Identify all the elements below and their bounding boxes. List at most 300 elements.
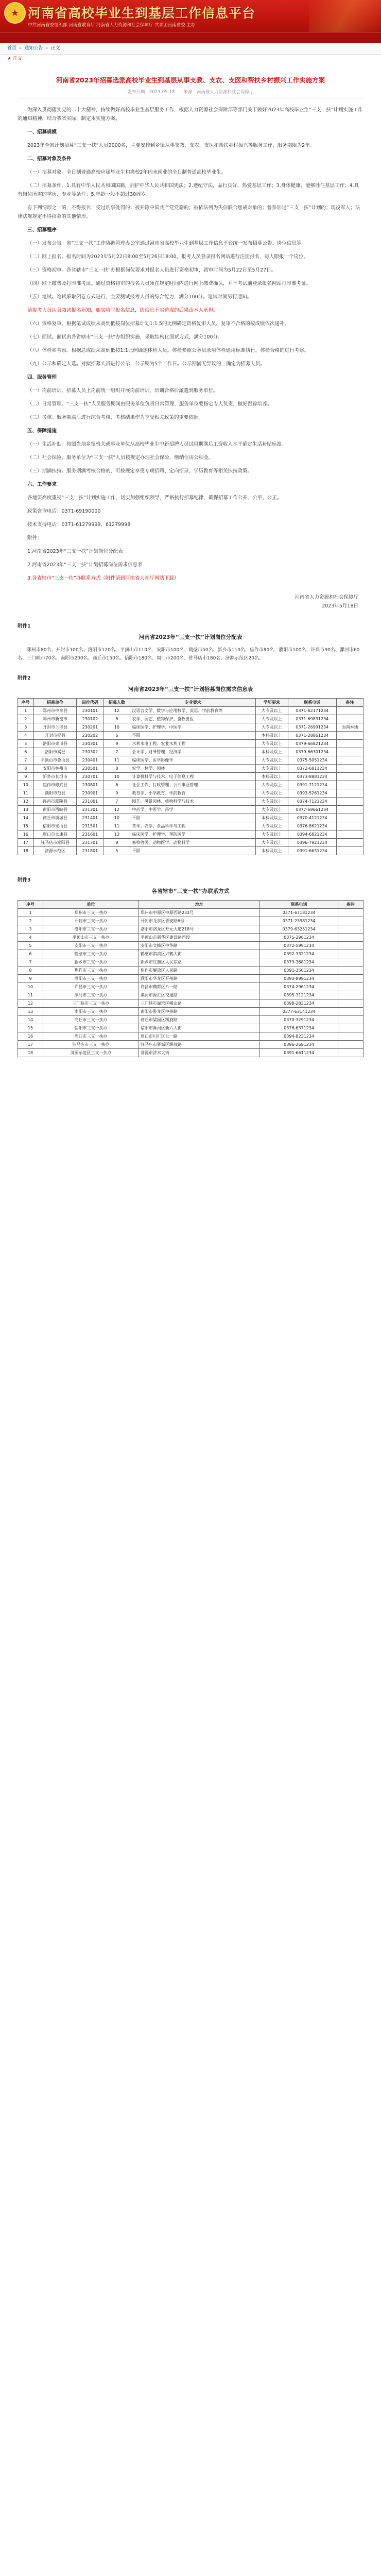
- article-paragraph: 附件：: [27, 535, 42, 541]
- table-cell: [337, 831, 363, 839]
- table-row: [18, 748, 363, 756]
- table-cell: 6: [18, 748, 34, 756]
- table-cell: 大专及以上: [255, 723, 288, 732]
- table-cell: 9: [103, 789, 130, 798]
- table-cell: 三门峡市湖滨区崤山路: [138, 999, 259, 1008]
- table-cell: 鹤壁市三支一扶办: [43, 950, 139, 958]
- table-header-cell: 单位: [43, 901, 139, 909]
- table-cell: 230302: [77, 748, 103, 756]
- table-cell: 231501: [77, 822, 103, 831]
- table-cell: 新乡市三支一扶办: [43, 958, 139, 967]
- table-cell: 驻马店市驿城区解放路: [138, 1041, 259, 1049]
- table-cell: 10: [18, 781, 34, 789]
- table-cell: 0394-6821234: [288, 831, 336, 839]
- table-cell: 0396-2691234: [260, 1041, 338, 1049]
- table-cell: [337, 814, 363, 822]
- table-header-cell: 学历要求: [255, 699, 288, 707]
- table-cell: 0371-23981234: [260, 917, 338, 925]
- table-cell: 16: [18, 831, 34, 839]
- table-cell: 园艺、风景园林、植物科学与技术: [130, 798, 256, 806]
- article-paragraph: 请报考人员认真阅读报名须知，如实填写报名信息，因信息不实造成的后果由本人承担。: [27, 308, 218, 313]
- table-cell: 6: [103, 781, 130, 789]
- table-cell: 本科及以上: [255, 847, 288, 855]
- table-cell: 230701: [77, 773, 103, 781]
- table-cell: 13: [18, 1008, 43, 1016]
- signature-issuer: 河南省人力资源和社会保障厅: [295, 595, 358, 600]
- table-cell: 9: [103, 839, 130, 847]
- breadcrumb-current: 正文: [50, 46, 60, 51]
- table-cell: 汉语言文学、数学与应用数学、英语、学前教育等: [130, 707, 256, 715]
- table-cell: 洛阳市三支一扶办: [43, 925, 139, 934]
- table-row: [18, 773, 363, 781]
- table-cell: 11: [18, 789, 34, 798]
- table-cell: 230401: [77, 756, 103, 765]
- table-cell: 新乡市长垣市: [33, 773, 77, 781]
- section-heading: 六、工作要求: [27, 482, 57, 487]
- table-cell: 大专及以上: [255, 707, 288, 715]
- table-cell: 漯河市源汇区交通路: [138, 991, 259, 999]
- table-row: [18, 925, 363, 934]
- table-cell: 0391-6631234: [288, 847, 336, 855]
- table-cell: 驻马店市三支一扶办: [43, 1041, 139, 1049]
- table-cell: 10: [18, 983, 43, 991]
- table-cell: 信阳市浉河区新六大街: [138, 1024, 259, 1032]
- article-paragraph: （五）笔试。笔试采取闭卷方式进行，主要测试报考人员的综合能力，满分100分。笔试时间另行通知。: [27, 294, 252, 300]
- table-cell: 安阳市三支一扶办: [43, 942, 139, 950]
- table-cell: [337, 789, 363, 798]
- table-cell: 0372-5991234: [260, 942, 338, 950]
- table-cell: 平顶山市新华区建设路西段: [138, 934, 259, 942]
- article-title: 河南省2023年招募选派高校毕业生到基层从事支教、支农、支医和帮扶乡村振兴工作实施方案: [56, 76, 325, 84]
- table-cell: [338, 942, 363, 950]
- table-row: [18, 934, 363, 942]
- table-cell: 0371-28861234: [288, 732, 336, 740]
- table-cell: [338, 958, 363, 967]
- article-paragraph: 有下列情形之一的，不得报名：受过刑事处罚的；被开除中国共产党党籍的；被依法列为失信联合惩戒对象的；曾参加过“三支一扶”计划的；现役军人；法律法规规定不得招募的其他情形。: [18, 205, 360, 219]
- table-cell: 0374-7121234: [288, 798, 336, 806]
- table-cell: 本科及以上: [255, 814, 288, 822]
- article-container: [0, 75, 381, 1057]
- table-cell: 大专及以上: [255, 798, 288, 806]
- article-paragraph: 各地要高度重视“三支一扶”计划实施工作，切实加强组织领导，严格执行招募纪律，确保招募工作公开、公平、公正。: [27, 495, 282, 501]
- table-cell: [337, 715, 363, 723]
- article-paragraph: 1.河南省2023年“三支一扶”计划岗位分配表: [27, 549, 123, 554]
- table-cell: 0393-5261234: [288, 789, 336, 798]
- table-cell: 4: [18, 934, 43, 942]
- article-body: [18, 106, 363, 583]
- table-cell: [338, 967, 363, 975]
- table-cell: 0371-26991234: [288, 723, 336, 732]
- article-paragraph: （二）网上报名。报名时间为2023年5月22日8:00至5月26日18:00。报考人员登录报名网站进行注册报名，每人限报一个岗位。: [27, 254, 309, 260]
- table-header-cell: 备注: [338, 901, 363, 909]
- table-cell: 鹤壁市淇滨区兴鹤大街: [138, 950, 259, 958]
- table-cell: 5: [103, 847, 130, 855]
- table-cell: 2: [18, 917, 43, 925]
- table-header-cell: 备注: [337, 699, 363, 707]
- table-row: [18, 1024, 363, 1032]
- table-cell: 0375-2961234: [260, 934, 338, 942]
- table-cell: 5: [18, 942, 43, 950]
- table-cell: 7: [18, 756, 34, 765]
- article-paragraph: 为深入贯彻落实党的二十大精神，持续做好高校毕业生基层服务工作，根据人力资源社会保障部等部门关于做好2023年高校毕业生“三支一扶”计划实施工作的通知精神，结合我省实际，制定本实施方案。: [18, 107, 363, 122]
- breadcrumb-separator: »: [45, 46, 48, 51]
- section-heading: 五、保障措施: [27, 428, 57, 434]
- table-row: [18, 1008, 363, 1016]
- article-paragraph: （二）社会保险。服务单位为“三支一扶”人员按规定办理社会保险，缴纳住房公积金。: [27, 455, 214, 461]
- table-cell: [338, 975, 363, 983]
- article-paragraph: （三）资格初审。各省辖市“三支一扶”办根据岗位要求对报名人员进行资格初审，初审时间为5月22日至5月27日。: [27, 267, 276, 273]
- sub-tab-label: ★ 正文: [7, 56, 22, 61]
- table-cell: 230201: [77, 723, 103, 732]
- table-cell: 焦作市三支一扶办: [43, 967, 139, 975]
- table-cell: 济源示范区: [33, 847, 77, 855]
- table-cell: 洛阳市栾川县: [33, 740, 77, 748]
- table-cell: 0371-67181234: [260, 909, 338, 917]
- article-paragraph: 2.河南省2023年“三支一扶”计划招募岗位需求信息表: [27, 562, 143, 568]
- table-row: [18, 1016, 363, 1024]
- table-row: [18, 723, 363, 732]
- article-paragraph: （一）招募对象。全日制普通高校应届毕业生和离校2年内未就业的全日制普通高校毕业生。: [27, 170, 227, 175]
- table-cell: 计算机科学与技术、电子信息工程: [130, 773, 256, 781]
- table-cell: 9: [103, 740, 130, 748]
- article-paragraph: 2023年全省计划招募“三支一扶”人员2000名，主要安排到乡镇从事支教、支农、支医和帮扶乡村振兴等服务工作，服务期限为2年。: [27, 143, 315, 148]
- table-cell: 周口市三支一扶办: [43, 1032, 139, 1041]
- table-row: [18, 707, 363, 715]
- signature-date: 2023年5月18日: [322, 603, 358, 609]
- table-row: [18, 958, 363, 967]
- table-cell: 18: [18, 847, 34, 855]
- attachment-3-label: 附件3: [18, 877, 31, 883]
- article-paragraph: （二）日常管理。“三支一扶”人员服务期间由服务单位负责日常管理，服务单位要指定专人负责，做好跟踪培养。: [27, 401, 272, 407]
- table-cell: 230202: [77, 732, 103, 740]
- table-cell: [338, 1008, 363, 1016]
- table-cell: 0379-63251234: [260, 925, 338, 934]
- table-cell: 开封市杞县: [33, 732, 77, 740]
- table-cell: 231701: [77, 839, 103, 847]
- breadcrumb-separator: »: [19, 46, 22, 51]
- table-row: [18, 967, 363, 975]
- table-cell: 14: [18, 814, 34, 822]
- table-cell: 0379-66301234: [288, 748, 336, 756]
- table-cell: 茶学、农学、食品科学与工程: [130, 822, 256, 831]
- table-cell: [338, 1049, 363, 1057]
- table-cell: 0376-6371234: [260, 1024, 338, 1032]
- table-cell: 0391-6611234: [260, 1049, 338, 1057]
- table-cell: 开封市三支一扶办: [43, 917, 139, 925]
- table-cell: 南阳市三支一扶办: [43, 1008, 139, 1016]
- table-cell: 临床医学、护理学、中医学: [130, 723, 256, 732]
- section-heading: 二、招募对象及条件: [27, 156, 72, 162]
- table-cell: 周口市川汇区七一路: [138, 1032, 259, 1041]
- table-cell: 0391-3561234: [260, 967, 338, 975]
- table-cell: [337, 748, 363, 756]
- table-header-cell: 序号: [18, 699, 34, 707]
- site-sponsor-line: 中共河南省委组织部 河南省教育厅 河南省人力资源和社会保障厅 共青团河南省委 主办: [28, 23, 196, 28]
- table-cell: 18: [18, 1049, 43, 1057]
- table-cell: 14: [18, 1016, 43, 1024]
- table-cell: 濮阳市三支一扶办: [43, 975, 139, 983]
- table-header-cell: 联系电话: [288, 699, 336, 707]
- table-cell: [338, 950, 363, 958]
- table-cell: 12: [103, 707, 130, 715]
- article-paragraph: （三）期满扶持。服务期满考核合格的，可按规定享受专项招聘、定向招录、学历教育等相关扶持政策。: [27, 468, 253, 474]
- table-cell: 南阳市西峡县: [33, 806, 77, 814]
- table-cell: 1: [18, 707, 34, 715]
- table-cell: [338, 917, 363, 925]
- table-cell: [337, 798, 363, 806]
- article-paragraph: （一）发布公告。省“三支一扶”工作协调管理办公室通过河南省高校毕业生到基层工作信息平台统一发布招募公告、岗位信息等。: [27, 241, 306, 246]
- table-row: [18, 942, 363, 950]
- attachment-1-text: 郑州市80名、开封市100名、洛阳市120名、平顶山市110名、安阳市100名、鹤壁市50名、新乡市110名、焦作市80名、濮阳市100名、许昌市90名、漯河市60名、三门峡市70名、南阳市200名、商丘市150名、信阳市180名、周口市200名、驻马店市180名、济源示范区20名。: [18, 648, 360, 661]
- section-heading: 一、招募规模: [27, 129, 57, 135]
- table-cell: 8: [18, 765, 34, 773]
- table-cell: 0372-6811234: [288, 765, 336, 773]
- signature-block: [18, 593, 363, 611]
- article-paragraph: （三）考核。服务期满后进行综合考核，考核结果作为享受相关政策的重要依据。: [27, 415, 204, 420]
- table-cell: 230102: [77, 715, 103, 723]
- table-cell: 12: [18, 999, 43, 1008]
- table-row: [18, 950, 363, 958]
- table-row: [18, 1041, 363, 1049]
- article-paragraph: （一）生活补贴。按照当地乡镇机关或事业单位从高校毕业生中新招聘人员试用期满后工资收入水平确定生活补贴标准。: [27, 442, 287, 447]
- table-cell: 大专及以上: [255, 715, 288, 723]
- table-cell: 0392-3321234: [260, 950, 338, 958]
- table-cell: 0391-7121234: [288, 781, 336, 789]
- table-cell: [338, 983, 363, 991]
- table-cell: 郑州市三支一扶办: [43, 909, 139, 917]
- table-cell: 南阳市卧龙区中州路: [138, 1008, 259, 1016]
- table-cell: 8: [103, 715, 130, 723]
- article-paragraph: （四）网上缴费及打印准考证。通过资格初审的报名人员须在规定时间内进行网上缴费确认，并于考试前登录报名网站打印准考证。: [27, 281, 311, 286]
- table-cell: 13: [18, 806, 34, 814]
- table-cell: 0373-3681234: [260, 958, 338, 967]
- table-cell: 7: [18, 958, 43, 967]
- site-title: 河南省高校毕业生到基层工作信息平台: [28, 6, 256, 21]
- table-cell: 郑州市中牟县: [33, 707, 77, 715]
- table-cell: [337, 822, 363, 831]
- table-cell: 11: [18, 991, 43, 999]
- table-row: [18, 806, 363, 814]
- table-cell: 商丘市梁园区凯旋路: [138, 1016, 259, 1024]
- table-cell: 230901: [77, 789, 103, 798]
- table-cell: 大专及以上: [255, 756, 288, 765]
- attachment-2-title: 河南省2023年“三支一扶”计划招募岗位需求信息表: [128, 686, 253, 692]
- table-row: [18, 1049, 363, 1057]
- table-cell: 10: [103, 814, 130, 822]
- table-row: [18, 847, 363, 855]
- table-cell: 3: [18, 925, 43, 934]
- table-cell: 15: [18, 1024, 43, 1032]
- table-cell: 不限: [130, 732, 256, 740]
- table-cell: 濮阳市范县: [33, 789, 77, 798]
- main-nav-bar: [0, 32, 381, 43]
- table-cell: 大专及以上: [255, 806, 288, 814]
- table-cell: 临床医学、护理学、预防医学: [130, 831, 256, 839]
- article-paragraph: 3.各省辖市“三支一扶”办联系方式（附件请到河南省人社厅网站下载）: [27, 575, 179, 581]
- table-cell: 231801: [77, 847, 103, 855]
- table-cell: 230101: [77, 707, 103, 715]
- table-cell: 12: [103, 806, 130, 814]
- table-cell: 0394-8231234: [260, 1032, 338, 1041]
- table-header-cell: 招募单位: [33, 699, 77, 707]
- table-cell: 开封市龙亭区晋安路6号: [138, 917, 259, 925]
- table-row: [18, 975, 363, 983]
- flag-decoration: [309, 0, 381, 32]
- table-cell: [338, 1024, 363, 1032]
- table-cell: 大专及以上: [255, 740, 288, 748]
- table-cell: 16: [18, 1032, 43, 1041]
- table-cell: 0395-3121234: [260, 991, 338, 999]
- section-heading: 四、服务管理: [27, 375, 57, 380]
- table-cell: 教育学、小学教育、学前教育: [130, 789, 256, 798]
- attachment-2-label: 附件2: [18, 675, 31, 681]
- table-row: [18, 839, 363, 847]
- table-cell: 230301: [77, 740, 103, 748]
- article-paragraph: （八）体检和考察。根据总成绩从高到低按1:1比例确定体检人员。体检参照公务员录用体检通用标准执行，体检合格的进行考察。: [27, 348, 309, 353]
- table-cell: 不限: [130, 847, 256, 855]
- table-cell: 0398-2831234: [260, 999, 338, 1008]
- table-cell: 12: [18, 798, 34, 806]
- article-paragraph: （二）招募条件。1.具有中华人民共和国国籍，拥护中华人民共和国宪法；2.遵纪守法，品行良好，热爱基层工作；3.身体健康，能够胜任基层工作；4.具有岗位所需的学历、专业等条件；5.年龄一般不超过30周岁。: [18, 183, 359, 197]
- table-cell: 农学、林学、园林: [130, 765, 256, 773]
- table-cell: 231601: [77, 831, 103, 839]
- table-cell: 信阳市光山县: [33, 822, 77, 831]
- table-cell: [337, 707, 363, 715]
- table-cell: 中药学、中医学、药学: [130, 806, 256, 814]
- table-cell: 大专及以上: [255, 765, 288, 773]
- table-cell: 不限: [130, 814, 256, 822]
- party-emblem-icon: ★: [4, 2, 26, 24]
- article-paragraph: 技术支持电话：0371-61279999、61279998: [27, 522, 131, 528]
- table-cell: 商丘市虞城县: [33, 814, 77, 822]
- table-cell: 0371-69831234: [288, 715, 336, 723]
- table-header-cell: 地址: [138, 901, 259, 909]
- breadcrumb: [0, 43, 381, 55]
- table-cell: 洛阳市嵩县: [33, 748, 77, 756]
- table-cell: 2: [18, 715, 34, 723]
- table-cell: 0374-2961234: [260, 983, 338, 991]
- table-cell: 水利水电工程、农业水利工程: [130, 740, 256, 748]
- table-cell: 面向本地: [337, 723, 363, 732]
- table-cell: [338, 991, 363, 999]
- attachment-3-title: 各省辖市“三支一扶”办联系方式: [151, 888, 230, 894]
- table-cell: 漯河市三支一扶办: [43, 991, 139, 999]
- table-cell: 临床医学、医学影像学: [130, 756, 256, 765]
- table-cell: 平顶山市三支一扶办: [43, 934, 139, 942]
- table-header-cell: 招募人数: [103, 699, 130, 707]
- table-cell: [337, 756, 363, 765]
- table-cell: 230501: [77, 765, 103, 773]
- table-cell: 洛阳市洛龙区开元大道218号: [138, 925, 259, 934]
- table-cell: 17: [18, 1041, 43, 1049]
- table-cell: [338, 925, 363, 934]
- table-cell: 1: [18, 909, 43, 917]
- table-cell: 0379-66821234: [288, 740, 336, 748]
- table-cell: 社会工作、行政管理、公共事业管理: [130, 781, 256, 789]
- table-cell: 大专及以上: [255, 839, 288, 847]
- table-header-cell: 专业要求: [130, 699, 256, 707]
- table-row: [18, 765, 363, 773]
- table-cell: 8: [18, 967, 43, 975]
- table-cell: 8: [103, 765, 130, 773]
- attachment-1-label: 附件1: [18, 623, 31, 629]
- table-cell: 9: [18, 773, 34, 781]
- table-cell: 郑州市新密市: [33, 715, 77, 723]
- table-row: [18, 732, 363, 740]
- table-row: [18, 814, 363, 822]
- table-row: [18, 756, 363, 765]
- table-cell: 0376-8621234: [288, 822, 336, 831]
- table-cell: [337, 839, 363, 847]
- table-cell: 0370-3291234: [260, 1016, 338, 1024]
- table-row: [18, 715, 363, 723]
- table-cell: [337, 732, 363, 740]
- table-row: [18, 781, 363, 789]
- table-cell: 平顶山市鲁山县: [33, 756, 77, 765]
- table-header-cell: 联系电话: [260, 901, 338, 909]
- table-cell: 230801: [77, 781, 103, 789]
- table-cell: 许昌市鄢陵县: [33, 798, 77, 806]
- table-cell: 11: [103, 756, 130, 765]
- article-paragraph: 政策咨询电话：0371-69190000: [27, 509, 101, 514]
- table-row: [18, 822, 363, 831]
- table-cell: 7: [103, 798, 130, 806]
- table-cell: [338, 909, 363, 917]
- article-meta: 发布日期：2023-05-18 来源：河南省人力资源和社会保障厅: [18, 89, 363, 98]
- table-cell: 安阳市林州市: [33, 765, 77, 773]
- table-cell: 本科及以上: [255, 748, 288, 756]
- table-cell: 9: [18, 975, 43, 983]
- breadcrumb-home-link[interactable]: 首页: [7, 46, 17, 51]
- table-cell: [337, 781, 363, 789]
- table-cell: 济源示范区三支一扶办: [43, 1049, 139, 1057]
- table-cell: 6: [103, 732, 130, 740]
- table-cell: 0377-63141234: [260, 1008, 338, 1016]
- table-row: [18, 740, 363, 748]
- table-cell: [338, 1016, 363, 1024]
- contacts-table: [18, 900, 363, 1057]
- table-row: [18, 831, 363, 839]
- table-cell: 10: [103, 773, 130, 781]
- table-cell: 0393-8991234: [260, 975, 338, 983]
- table-cell: 焦作市解放区人民路: [138, 967, 259, 975]
- table-cell: 0377-69661234: [288, 806, 336, 814]
- table-cell: 济源市济水大街: [138, 1049, 259, 1057]
- breadcrumb-section-link[interactable]: 通知公告: [24, 46, 43, 51]
- table-cell: 畜牧兽医、动物医学、动物科学: [130, 839, 256, 847]
- table-cell: 7: [103, 748, 130, 756]
- table-cell: [337, 765, 363, 773]
- table-cell: 大专及以上: [255, 781, 288, 789]
- table-cell: 0371-62171234: [288, 707, 336, 715]
- table-row: [18, 917, 363, 925]
- table-cell: [337, 773, 363, 781]
- table-cell: 焦作市修武县: [33, 781, 77, 789]
- table-cell: [337, 847, 363, 855]
- table-row: [18, 789, 363, 798]
- table-cell: [338, 999, 363, 1008]
- table-cell: 15: [18, 822, 34, 831]
- table-header-cell: 序号: [18, 901, 43, 909]
- table-cell: 0373-8881234: [288, 773, 336, 781]
- table-cell: 驻马店市泌阳县: [33, 839, 77, 847]
- table-cell: 新乡市红旗区人民东路: [138, 958, 259, 967]
- table-row: [18, 983, 363, 991]
- table-cell: 6: [18, 950, 43, 958]
- table-cell: 许昌市魏都区八一路: [138, 983, 259, 991]
- table-row: [18, 798, 363, 806]
- section-heading: 三、招募程序: [27, 227, 57, 233]
